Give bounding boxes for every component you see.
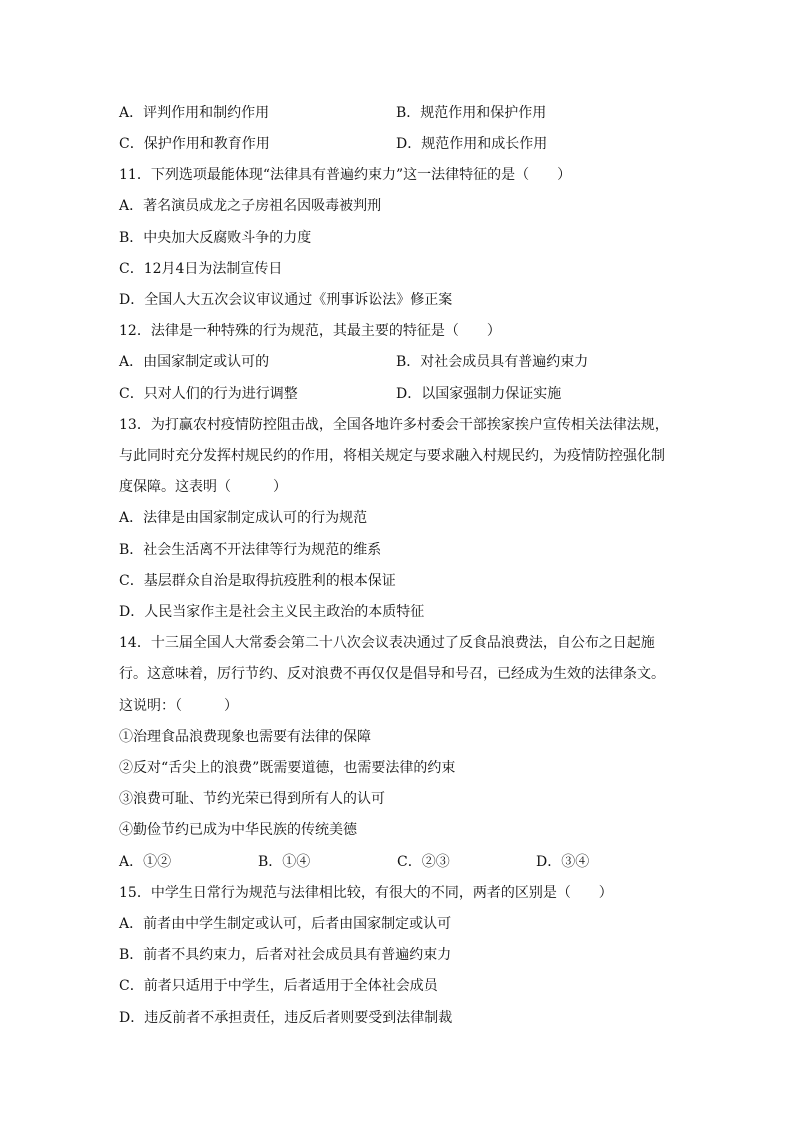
q14-statement-3: ③浪费可耻、节约光荣已得到所有人的认可 [119,791,385,807]
q14-stem-line2: 行。这意味着，厉行节约、反对浪费不再仅仅是倡导和号召，已经成为生效的法律条文。 [119,666,665,682]
q13-option-a: A．法律是由国家制定成认可的行为规范 [119,510,368,526]
q14-option-b: B．①④ [258,854,311,870]
q14-statement-2: ②反对“舌尖上的浪费”既需要道德，也需要法律的约束 [119,760,456,776]
q13-option-c: C．基层群众自治是取得抗疫胜利的根本保证 [119,573,396,589]
q11-option-a: A．著名演员成龙之子房祖名因吸毒被判刑 [119,198,382,214]
q13-option-b: B．社会生活离不开法律等行为规范的维系 [119,542,382,558]
q15-option-a: A．前者由中学生制定或认可，后者由国家制定或认可 [119,916,452,932]
q14-option-a: A．①② [119,854,172,870]
q11-option-d: D．全国人大五次会议审议通过《刑事诉讼法》修正案 [119,292,453,308]
q11-stem: 11．下列选项最能体现“法律具有普遍约束力”这一法律特征的是（ ） [119,167,572,183]
q14-option-d: D．③④ [536,854,590,870]
q14-statement-1: ①治理食品浪费现象也需要有法律的保障 [119,729,371,745]
q12-option-d: D．以国家强制力保证实施 [396,386,562,402]
q12-option-a: A．由国家制定或认可的 [119,354,270,370]
q13-option-d: D．人民当家作主是社会主义民主政治的本质特征 [119,604,425,620]
q12-option-b: B．对社会成员具有普遍约束力 [396,354,589,370]
q13-stem-line1: 13．为打赢农村疫情防控阻击战，全国各地许多村委会干部挨家挨户宣传相关法律法规， [119,417,669,433]
q13-stem-line3: 度保障。这表明（ ） [119,479,287,495]
q10-option-c: C．保护作用和教育作用 [119,136,270,152]
q15-stem: 15．中学生日常行为规范与法律相比较，有很大的不同，两者的区别是（ ） [119,885,613,901]
q15-option-c: C．前者只适用于中学生，后者适用于全体社会成员 [119,978,438,994]
q11-option-b: B．中央加大反腐败斗争的力度 [119,230,312,246]
q14-statement-4: ④勤俭节约已成为中华民族的传统美德 [119,822,357,838]
q11-option-c: C．12月4日为法制宣传日 [119,261,283,277]
q12-stem: 12．法律是一种特殊的行为规范，其最主要的特征是（ ） [119,323,501,339]
q13-stem-line2: 与此同时充分发挥村规民约的作用，将相关规定与要求融入村规民约，为疫情防控强化制 [119,448,665,464]
q14-stem-line3: 这说明：（ ） [119,698,238,714]
q15-option-d: D．违反前者不承担责任，违反后者则要受到法律制裁 [119,1010,453,1026]
q10-option-d: D．规范作用和成长作用 [396,136,548,152]
q14-option-c: C．②③ [397,854,450,870]
q10-option-b: B．规范作用和保护作用 [396,105,547,121]
q10-option-a: A．评判作用和制约作用 [119,105,270,121]
q14-stem-line1: 14．十三届全国人大常委会第二十八次会议表决通过了反食品浪费法，自公布之日起施 [119,635,655,651]
q12-option-c: C．只对人们的行为进行调整 [119,386,298,402]
q15-option-b: B．前者不具约束力，后者对社会成员具有普遍约束力 [119,947,452,963]
